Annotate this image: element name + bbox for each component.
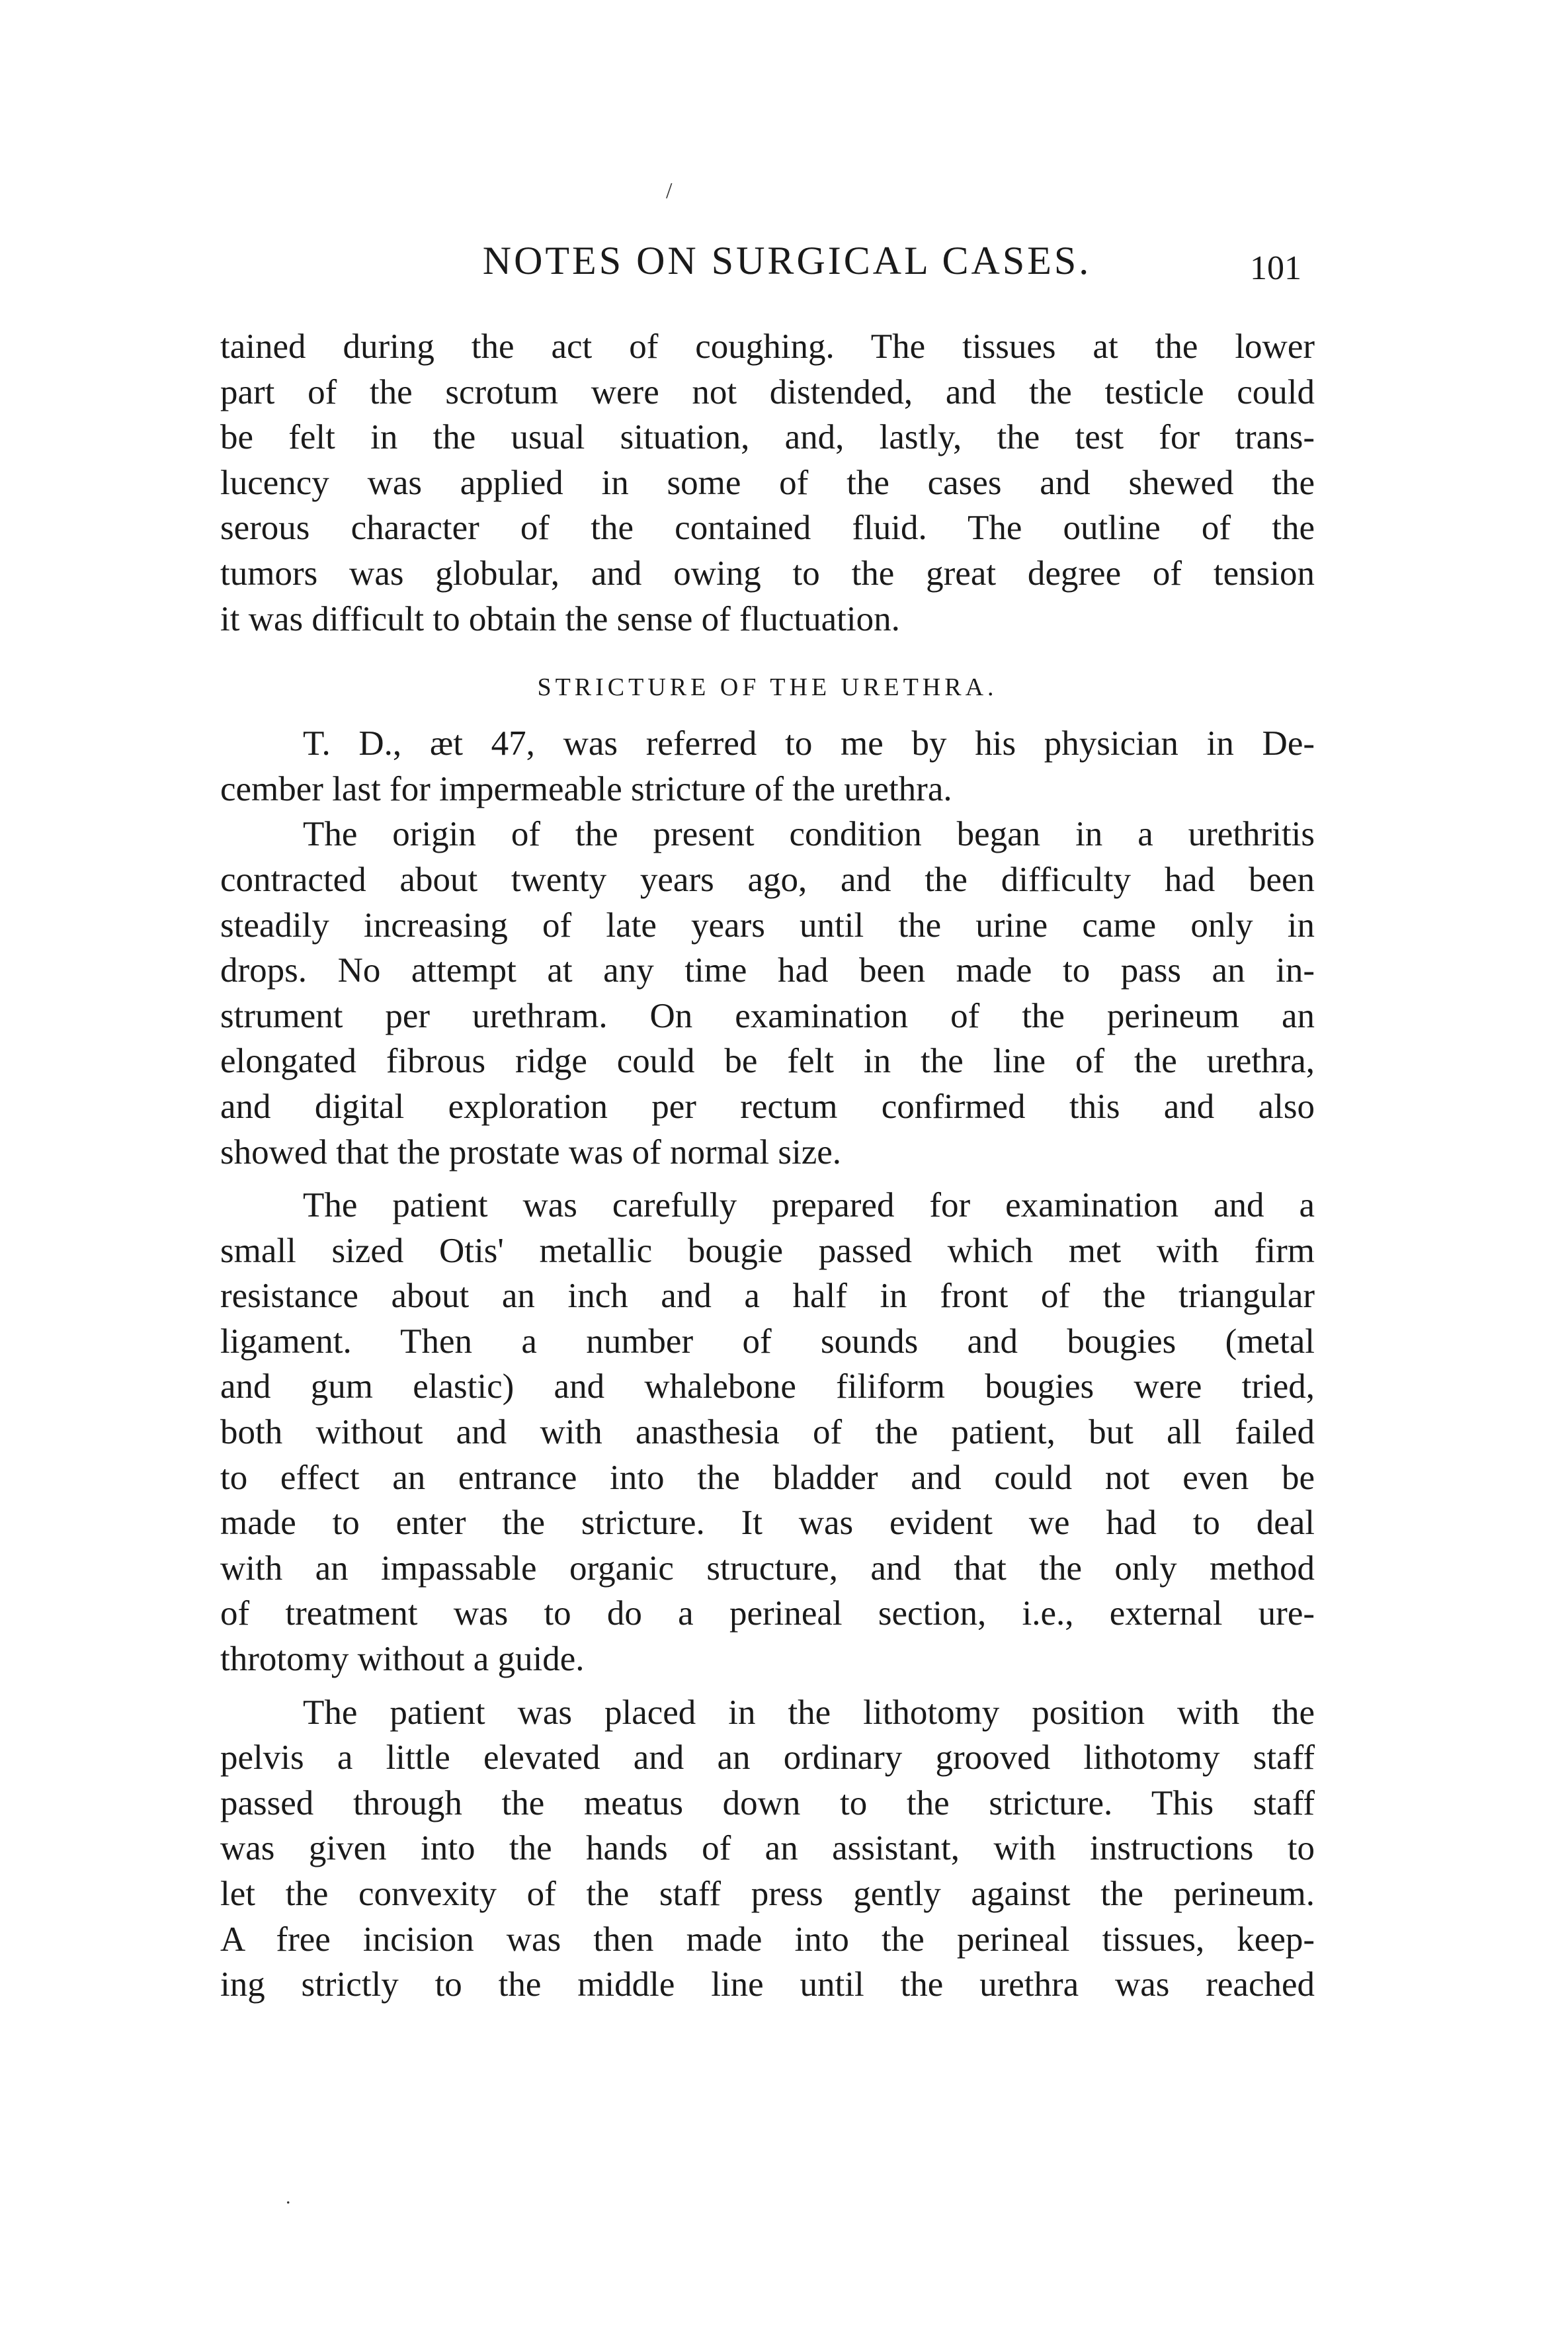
text-line: The patient was carefully prepared for examination and a: [303, 1186, 1315, 1225]
paragraph: [220, 1183, 1315, 1682]
text-line: The origin of the present condition began in a urethritis: [303, 815, 1315, 854]
text-line: and digital exploration per rectum confirmed this and also: [220, 1087, 1315, 1126]
text-line: showed that the prostate was of normal size.: [220, 1132, 842, 1172]
text-line: of treatment was to do a perineal section, i.e., external ure-: [220, 1594, 1315, 1633]
section-heading: STRICTURE OF THE URETHRA.: [537, 673, 998, 702]
text-line: be felt in the usual situation, and, lastly, the test for trans-: [220, 418, 1315, 457]
spacer: [220, 1175, 1315, 1183]
text-line: drops. No attempt at any time had been made to pass an in-: [220, 951, 1315, 990]
text-line: cember last for impermeable stricture of the urethra.: [220, 769, 952, 808]
spacer: [220, 642, 1315, 661]
paragraph: [220, 721, 1315, 812]
text-line: elongated fibrous ridge could be felt in the line of the urethra,: [220, 1042, 1315, 1081]
text-line: was given into the hands of an assistant, with instructions to: [220, 1829, 1315, 1868]
paragraph: [220, 812, 1315, 1175]
text-line: steadily increasing of late years until the urine came only in: [220, 906, 1315, 945]
text-line: let the convexity of the staff press gently against the perineum.: [220, 1875, 1315, 1913]
text-line: and gum elastic) and whalebone filiform bougies were tried,: [220, 1367, 1315, 1406]
text-line: contracted about twenty years ago, and the difficulty had been: [220, 860, 1315, 899]
text-line: passed through the meatus down to the stricture. This staff: [220, 1783, 1315, 1822]
text-line: throtomy without a guide.: [220, 1640, 585, 1679]
body-text: [220, 324, 1315, 2008]
text-line: serous character of the contained fluid. The outline of the: [220, 509, 1315, 548]
text-line: strument per urethram. On examination of the perineum an: [220, 996, 1315, 1035]
text-line: T. D., æt 47, was referred to me by his physician in De-: [303, 724, 1315, 763]
page-number: 101: [1250, 249, 1301, 287]
text-line: ing strictly to the middle line until the urethra was reached: [220, 1965, 1315, 2004]
text-line: it was difficult to obtain the sense of fluctuation.: [220, 599, 900, 638]
stray-tick-mark: /: [666, 179, 673, 203]
text-line: pelvis a little elevated and an ordinary grooved lithotomy staff: [220, 1738, 1315, 1777]
text-line: tained during the act of coughing. The tissues at the lower: [220, 327, 1315, 366]
text-line: with an impassable organic structure, and that the only method: [220, 1549, 1315, 1588]
paragraph: [220, 1690, 1315, 2008]
text-line: made to enter the stricture. It was evident we had to deal: [220, 1504, 1315, 1543]
stray-mark: .: [286, 2186, 291, 2208]
text-line: A free incision was then made into the perineal tissues, keep-: [220, 1920, 1315, 1959]
text-line: The patient was placed in the lithotomy position with the: [303, 1693, 1315, 1732]
text-line: resistance about an inch and a half in front of the triangular: [220, 1277, 1315, 1316]
text-line: tumors was globular, and owing to the great degree of tension: [220, 554, 1315, 593]
text-line: both without and with anasthesia of the patient, but all failed: [220, 1413, 1315, 1452]
running-head: NOTES ON SURGICAL CASES.: [482, 239, 1092, 282]
text-line: to effect an entrance into the bladder and could not even be: [220, 1458, 1315, 1497]
text-line: ligament. Then a number of sounds and bougies (metal: [220, 1322, 1315, 1361]
text-line: part of the scrotum were not distended, and the testicle could: [220, 372, 1315, 411]
spacer: [220, 1682, 1315, 1690]
spacer: [220, 713, 1315, 721]
continuation-paragraph: [220, 324, 1315, 642]
text-line: lucency was applied in some of the cases and shewed the: [220, 463, 1315, 502]
text-line: small sized Otis' metallic bougie passed which met with firm: [220, 1231, 1315, 1270]
